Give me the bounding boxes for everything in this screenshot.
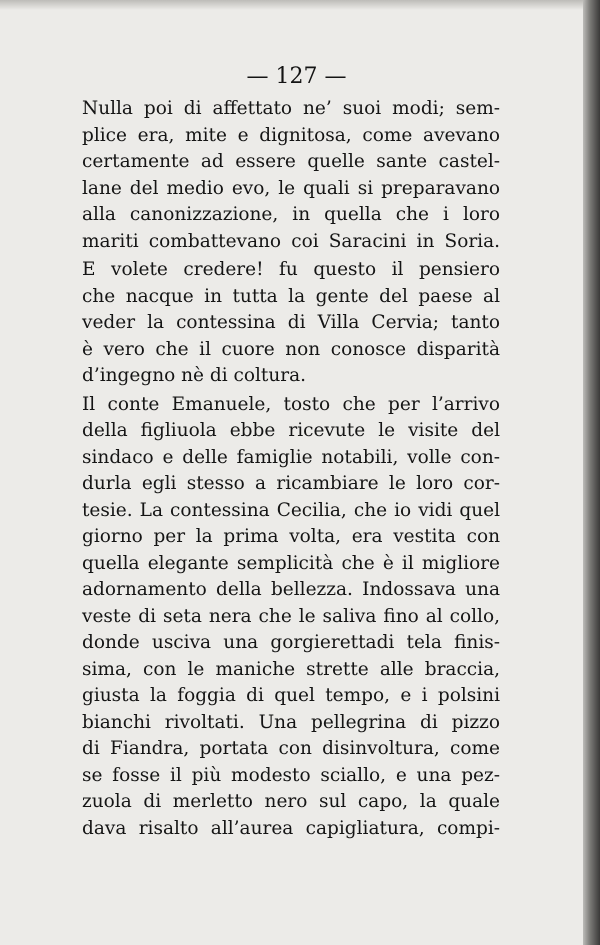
page-number: — 127 — [246, 64, 347, 89]
text-line: dava risalto all’aurea capigliatura, compi- [82, 817, 500, 839]
text-line: della figliuola ebbe ricevute le visite del [82, 420, 500, 441]
text-line: sima, con le maniche strette alle braccia, [82, 658, 500, 680]
text-line: donde usciva una gorgierettadi tela finis- [82, 632, 500, 653]
text-line: che nacque in tutta la gente del paese al [82, 285, 500, 307]
text-line: E volete credere! fu questo il pensiero [82, 259, 500, 280]
text-line: plice era, mite e dignitosa, come avevano [82, 124, 500, 146]
text-line: zuola di merletto nero sul capo, la quale [82, 791, 500, 812]
body-text [82, 96, 500, 842]
text-line: bianchi rivoltati. Una pellegrina di pizzo [82, 711, 500, 733]
text-line: adornamento della bellezza. Indossava una [82, 579, 500, 600]
text-line: veder la contessina di Villa Cervia; tanto [82, 312, 500, 333]
page-top-shadow [0, 0, 583, 10]
text-line: Il conte Emanuele, tosto che per l’arrivo [82, 393, 500, 415]
text-line: giorno per la prima volta, era vestita con [82, 526, 500, 547]
text-line: certamente ad essere quelle sante castel- [82, 151, 500, 172]
text-line: è vero che il cuore non conosce disparità [82, 338, 500, 360]
text-line: alla canonizzazione, in quella che i loro [82, 204, 500, 225]
text-line: tesie. La contessina Cecilia, che io vidi quel [82, 499, 500, 521]
text-line: d’ingegno nè di coltura. [82, 365, 307, 386]
text-line: se fosse il più modesto sciallo, e una pez- [82, 764, 500, 786]
text-line: Nulla poi di affettato ne’ suoi modi; sem- [82, 98, 500, 119]
text-line: quella elegante semplicità che è il migliore [82, 552, 500, 574]
text-line: sindaco e delle famiglie notabili, volle con- [82, 446, 500, 468]
text-line: di Fiandra, portata con disinvoltura, come [82, 738, 500, 759]
text-line: mariti combattevano coi Saracini in Soria. [82, 230, 500, 252]
binding-edge [583, 0, 600, 945]
text-line: lane del medio evo, le quali si preparavano [82, 177, 500, 199]
text-line: giusta la foggia di quel tempo, e i polsini [82, 685, 500, 706]
text-line: veste di seta nera che le saliva fino al collo, [82, 605, 500, 627]
text-line: durla egli stesso a ricambiare le loro cor- [82, 473, 500, 494]
